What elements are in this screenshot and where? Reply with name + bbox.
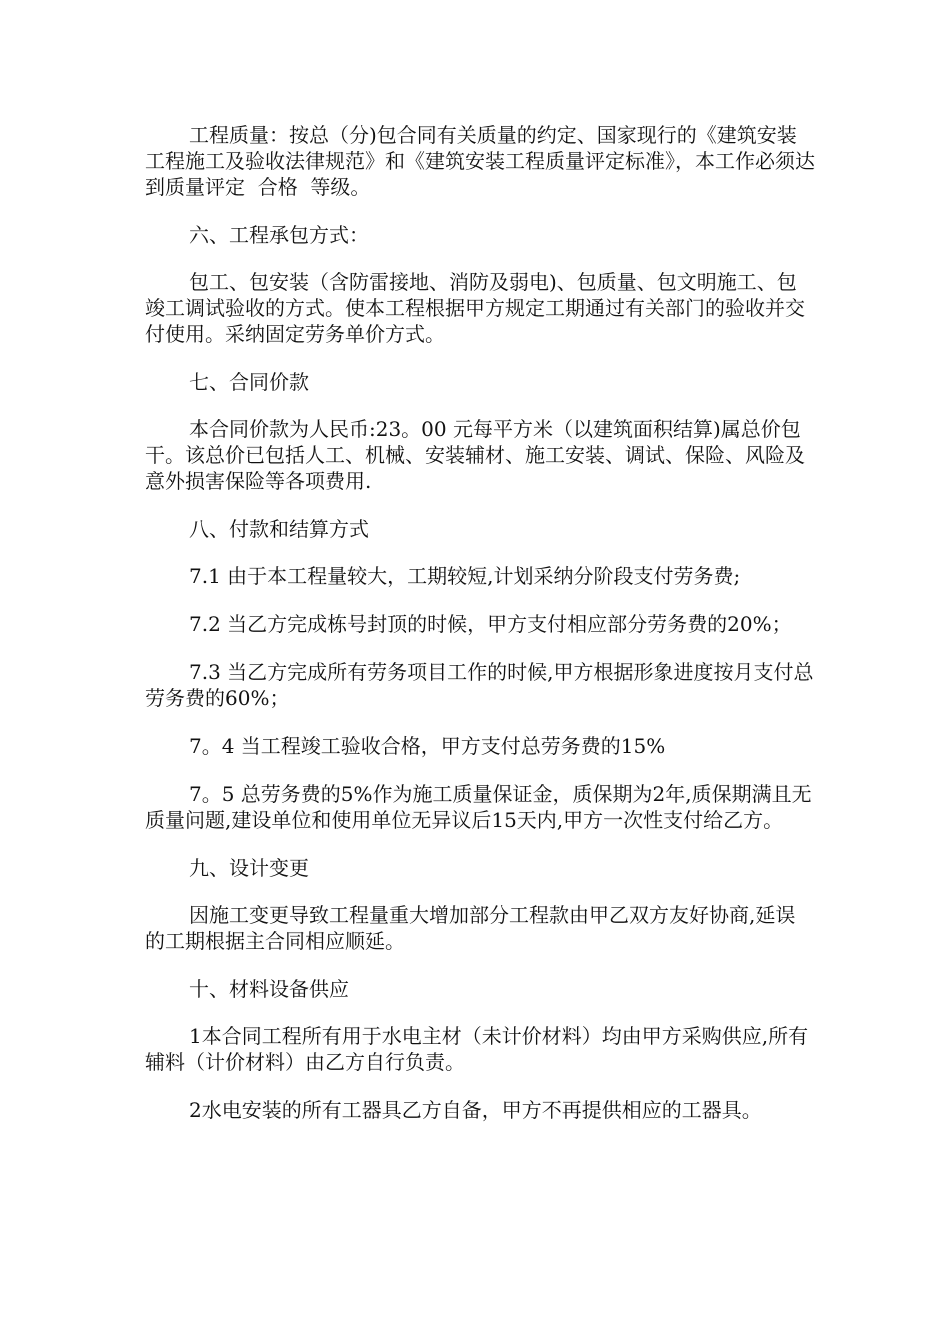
section-heading-6: 六、工程承包方式： [189,223,369,247]
section-heading-9: 九、设计变更 [189,856,309,880]
section-heading-10: 十、材料设备供应 [189,977,349,1001]
clause-7-5: 7。5 总劳务费的5%作为施工质量保证金，质保期为2年,质保期满且无质量问题,建设单位和使用单位无异议后15天内,甲方一次性支付给乙方。 [145,782,812,832]
clause-7-1: 7.1 由于本工程量较大，工期较短,计划采纳分阶段支付劳务费; [189,564,741,588]
paragraph-contract-method: 包工、包安装（含防雷接地、消防及弱电)、包质量、包文明施工、包竣工调试验收的方式。使本工程根据甲方规定工期通过有关部门的验收并交付使用。采纳固定劳务单价方式。 [145,270,805,346]
section-heading-7: 七、合同价款 [189,370,309,394]
clause-7-3: 7.3 当乙方完成所有劳务项目工作的时候,甲方根据形象进度按月支付总劳务费的60%； [145,660,814,710]
clause-materials-1: 1本合同工程所有用于水电主材（未计价材料）均由甲方采购供应,所有辅料（计价材料）由乙方自行负责。 [145,1024,809,1074]
clause-7-2: 7.2 当乙方完成栋号封顶的时候，甲方支付相应部分劳务费的20%； [189,612,792,636]
document-body [145,122,815,1145]
paragraph-contract-price: 本合同价款为人民币:23。00 元每平方米（以建筑面积结算)属总价包干。该总价已包括人工、机械、安装辅材、施工安装、调试、保险、风险及意外损害保险等各项费用. [145,417,805,493]
clause-7-4: 7。4 当工程竣工验收合格，甲方支付总劳务费的15% [189,734,666,758]
clause-materials-2: 2水电安装的所有工器具乙方自备，甲方不再提供相应的工器具。 [189,1098,762,1122]
section-heading-8: 八、付款和结算方式 [189,517,369,541]
paragraph-design-change: 因施工变更导致工程量重大增加部分工程款由甲乙双方友好协商,延误的工期根据主合同相应顺延。 [145,903,796,953]
paragraph-quality: 工程质量：按总（分)包合同有关质量的约定、国家现行的《建筑安装工程施工及验收法律规范》和《建筑安装工程质量评定标准》，本工作必须达到质量评定 合格 等级。 [145,123,815,199]
